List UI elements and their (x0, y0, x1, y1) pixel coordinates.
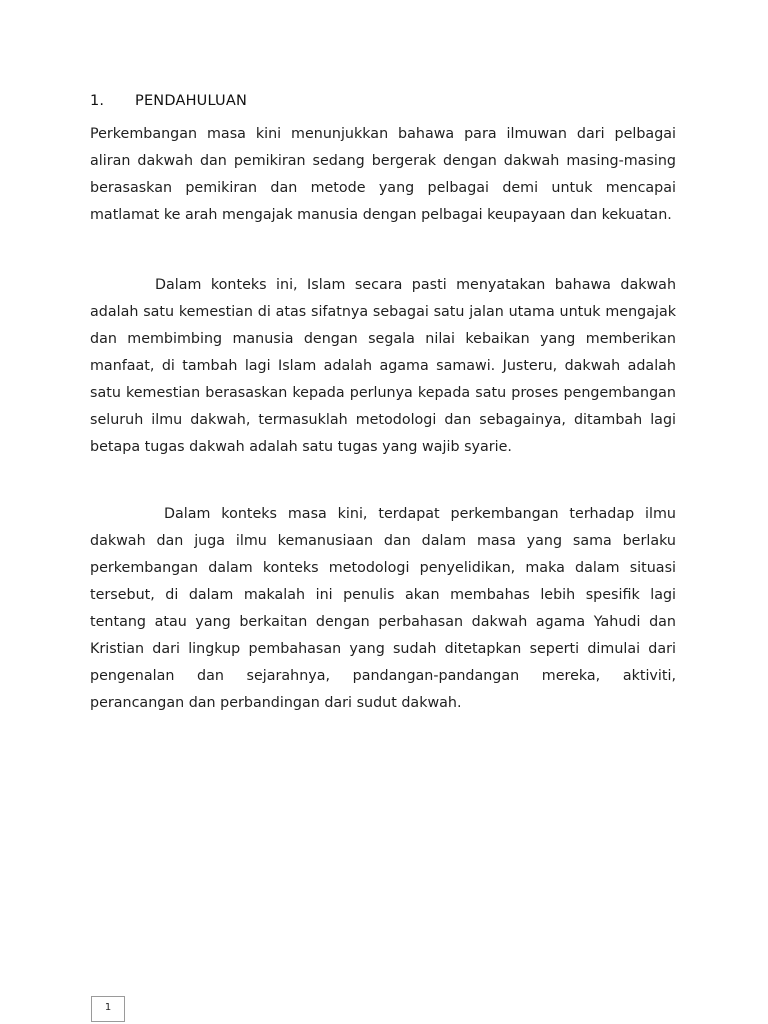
paragraph-1: Perkembangan masa kini menunjukkan bahawa para ilmuwan dari pelbagai aliran dakwah dan pemikiran sedang bergerak dengan dakwah masing-masing berasaskan pemikiran dan metode yang pelbagai demi untuk mencapai matlamat ke arah mengajak manusia dengan pelbagai keupayaan dan kekuatan. (90, 126, 676, 223)
section-heading (90, 93, 247, 109)
paragraph-2: Dalam konteks ini, Islam secara pasti menyatakan bahawa dakwah adalah satu kemestian di atas sifatnya sebagai satu jalan utama untuk mengajak dan membimbing manusia dengan segala nilai kebaikan yang memberikan manfaat, di tambah lagi Islam adalah agama samawi. Justeru, dakwah adalah satu kemestian berasaskan kepada perlunya kepada satu proses pengembangan seluruh ilmu dakwah, termasuklah metodologi dan sebagainya, ditambah lagi betapa tugas dakwah adalah satu tugas yang wajib syarie. (90, 277, 676, 455)
section-number: 1. (90, 93, 105, 109)
page-number: 1 (91, 996, 125, 1022)
section-title: PENDAHULUAN (135, 93, 248, 109)
paragraph-3: Dalam konteks masa kini, terdapat perkembangan terhadap ilmu dakwah dan juga ilmu kemanusiaan dan dalam masa yang sama berlaku perkembangan dalam konteks metodologi penyelidikan, maka dalam situasi tersebut, di dalam makalah ini penulis akan membahas lebih spesifik lagi tentang atau yang berkaitan dengan perbahasan dakwah agama Yahudi dan Kristian dari lingkup pembahasan yang sudah ditetapkan seperti dimulai dari pengenalan dan sejarahnya, pandangan-pandangan mereka, aktiviti, perancangan dan perbandingan dari sudut dakwah. (90, 506, 676, 711)
